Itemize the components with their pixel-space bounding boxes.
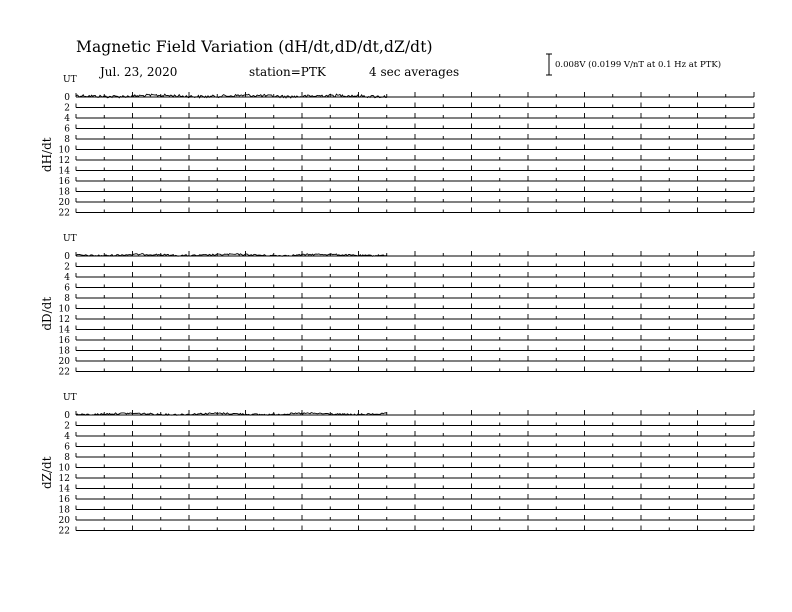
row-label: 2 (64, 103, 70, 114)
row-axis (76, 442, 754, 447)
panels (40, 75, 754, 537)
ut-label: UT (63, 234, 77, 244)
ut-label: UT (63, 393, 77, 403)
row-label: 14 (58, 166, 70, 177)
row-label: 12 (58, 156, 70, 166)
row-axis (76, 367, 754, 372)
row-axis (76, 187, 754, 192)
row-axis (76, 124, 754, 129)
averaging-label: 4 sec averages (369, 65, 460, 79)
row-axis (76, 526, 754, 531)
panel-axis-label: dZ/dt (40, 456, 54, 490)
row-axis (76, 251, 754, 256)
row-label: 10 (58, 145, 70, 156)
row-axis (76, 505, 754, 510)
row-label: 18 (58, 505, 70, 516)
ut-label: UT (63, 75, 77, 85)
chart-title: Magnetic Field Variation (dH/dt,dD/dt,dZ/dt) (76, 38, 433, 56)
row-axis (76, 283, 754, 288)
row-label: 0 (64, 411, 70, 421)
row-axis (76, 473, 754, 478)
row-axis (76, 314, 754, 319)
row-label: 14 (58, 484, 70, 495)
panel-dd-dt (40, 234, 754, 378)
panel-axis-label: dD/dt (40, 296, 54, 331)
row-label: 22 (58, 526, 70, 537)
row-label: 6 (64, 442, 70, 453)
scale-bar-icon (546, 54, 552, 75)
row-axis (76, 452, 754, 457)
row-label: 18 (58, 187, 70, 198)
row-label: 14 (58, 325, 70, 336)
row-label: 2 (64, 262, 70, 273)
row-label: 20 (58, 357, 70, 367)
station-label: station=PTK (249, 65, 326, 79)
row-axis (76, 113, 754, 118)
row-label: 12 (58, 474, 70, 484)
row-axis (76, 431, 754, 436)
row-label: 20 (58, 516, 70, 526)
row-axis (76, 272, 754, 277)
date-label: Jul. 23, 2020 (100, 65, 178, 79)
row-label: 10 (58, 463, 70, 474)
row-label: 10 (58, 304, 70, 315)
row-label: 0 (64, 252, 70, 262)
row-axis (76, 134, 754, 139)
scale-label: 0.008V (0.0199 V/nT at 0.1 Hz at PTK) (555, 60, 722, 70)
row-label: 22 (58, 367, 70, 378)
row-label: 18 (58, 346, 70, 357)
row-label: 20 (58, 198, 70, 208)
row-label: 16 (58, 177, 70, 187)
row-axis (76, 463, 754, 468)
row-label: 0 (64, 93, 70, 103)
row-label: 16 (58, 495, 70, 505)
row-label: 8 (64, 453, 70, 463)
row-axis (76, 155, 754, 160)
panel-dz-dt (40, 393, 754, 537)
row-axis (76, 103, 754, 108)
row-label: 2 (64, 421, 70, 432)
row-axis (76, 293, 754, 298)
row-label: 16 (58, 336, 70, 346)
row-axis (76, 484, 754, 489)
row-label: 4 (64, 432, 70, 442)
row-label: 6 (64, 283, 70, 294)
row-axis (76, 410, 754, 415)
row-label: 8 (64, 135, 70, 145)
row-axis (76, 197, 754, 202)
row-label: 12 (58, 315, 70, 325)
row-axis (76, 166, 754, 171)
row-axis (76, 145, 754, 150)
row-axis (76, 262, 754, 267)
row-label: 4 (64, 273, 70, 283)
row-axis (76, 346, 754, 351)
row-axis (76, 176, 754, 181)
row-axis (76, 515, 754, 520)
row-axis (76, 304, 754, 309)
panel-axis-label: dH/dt (40, 137, 54, 173)
row-label: 4 (64, 114, 70, 124)
row-axis (76, 421, 754, 426)
row-axis (76, 335, 754, 340)
row-label: 22 (58, 208, 70, 219)
row-axis (76, 208, 754, 213)
row-axis (76, 325, 754, 330)
row-axis (76, 356, 754, 361)
row-axis (76, 494, 754, 499)
panel-dh-dt (40, 75, 754, 219)
row-label: 6 (64, 124, 70, 135)
row-label: 8 (64, 294, 70, 304)
